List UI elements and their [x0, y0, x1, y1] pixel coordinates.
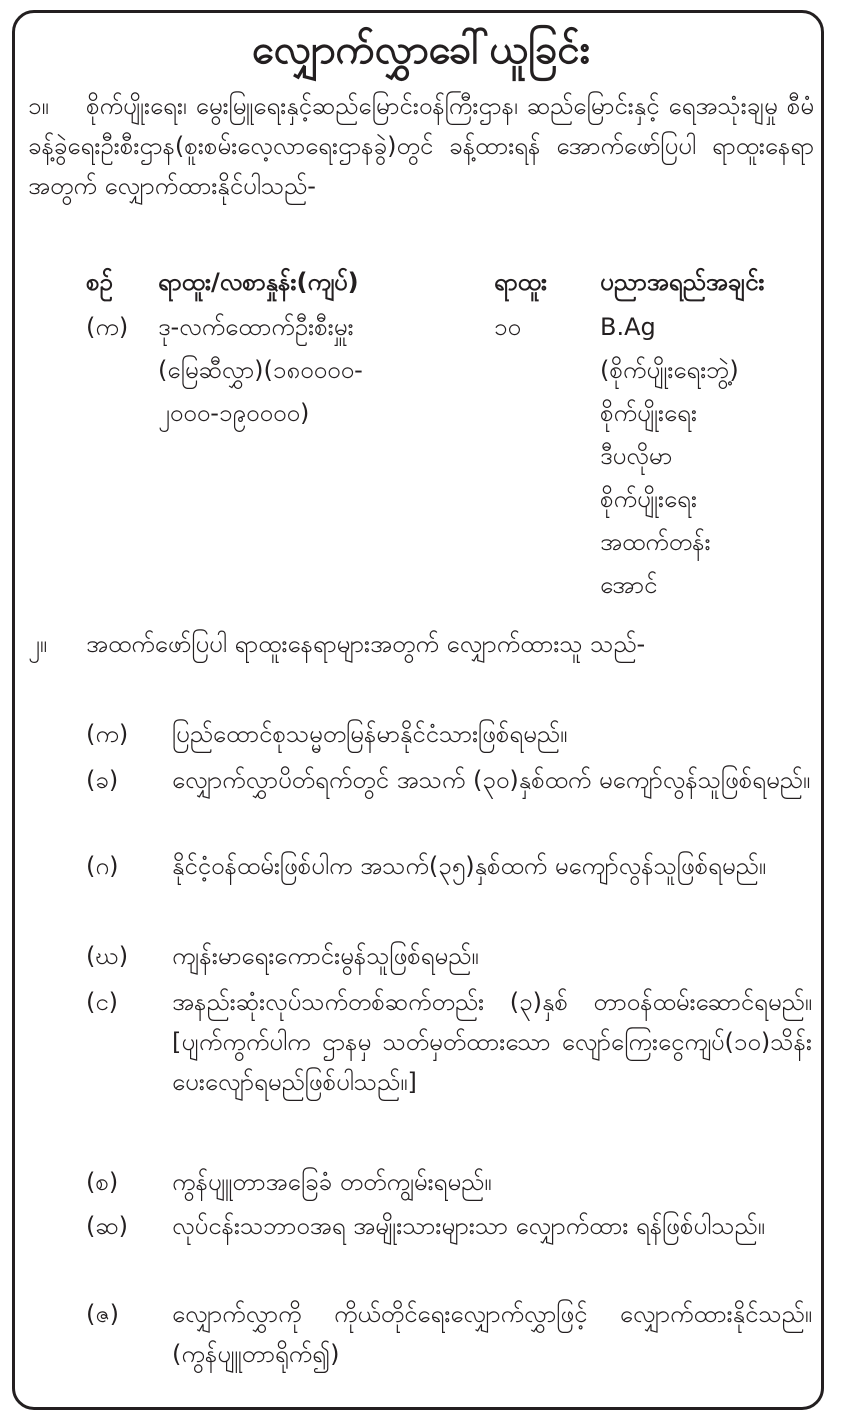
condition-text: ကျန်းမာရေးကောင်းမွန်သူဖြစ်ရမည်။ [172, 942, 479, 970]
qualification-line: (စိုက်ပျိုးရေးဘွဲ့) [600, 356, 739, 384]
condition-label: (င) [86, 988, 119, 1016]
condition-text: နိုင်ငံ့ဝန်ထမ်းဖြစ်ပါက အသက်(၃၅)နှစ်ထက် မကျော်လွန်သူဖြစ်ရမည်။ [172, 852, 766, 880]
qualification-line: စိုက်ပျိုးရေး [600, 399, 697, 427]
condition-text: လျှောက်လွှာပိတ်ရက်တွင် အသက် (၃၀)နှစ်ထက် မကျော်လွန်သူဖြစ်ရမည်။ [172, 766, 811, 794]
qualification-line: စိုက်ပျိုးရေး [600, 485, 697, 513]
row-count: ၁၀ [494, 313, 521, 341]
condition-label: (ဂ) [86, 852, 119, 880]
section-1-text: စိုက်ပျိုးရေး၊ မွေးမြူရေးနှင့်ဆည်မြောင်းဝန်ကြီးဌာန၊ ဆည်မြောင်းနှင့် ရေအသုံးချမှု စီမံခန့်ခွဲရေးဦးစီးဌာန(စူးစမ်းလေ့လာရေးဌာနခွဲ)တွင် ခန့်ထားရန် အောက်ဖော်ပြပါ ရာထူးနေရာအတွက် လျှောက်ထားနိုင်ပါသည်- [28, 92, 814, 200]
condition-text: အနည်းဆုံးလုပ်သက်တစ်ဆက်တည်း (၃)နှစ် တာဝန်ထမ်းဆောင်ရမည်။ [ပျက်ကွက်ပါက ဌာနမှ သတ်မှတ်ထားသော လျော်ကြေးငွေကျပ်(၁၀)သိန်း ပေးလျော်ရမည်ဖြစ်ပါသည်။] [172, 988, 812, 1096]
condition-text: လုပ်ငန်းသဘာဝအရ အမျိုးသားများသာ လျှောက်ထား ရန်ဖြစ်ပါသည်။ [172, 1212, 765, 1240]
qualification-line: B.Ag [600, 313, 656, 341]
condition-text: ကွန်ပျူတာအခြေခံ တတ်ကျွမ်းရမည်။ [172, 1168, 492, 1196]
row-position [158, 306, 488, 435]
header-qualification: ပညာအရည်အချင်း [600, 268, 765, 296]
qualification-line: ဒီပလိုမာ [600, 442, 673, 470]
position-line: ဒု-လက်ထောက်ဦးစီးမှူး [158, 313, 354, 341]
position-line: (မြေဆီလွှာ)(၁၈၀၀၀၀- [158, 356, 363, 384]
page-title: လျှောက်လွှာခေါ်ယူခြင်း [252, 27, 590, 73]
condition-label: (ဆ) [86, 1212, 128, 1240]
section-2-text: အထက်ဖော်ပြပါ ရာထူးနေရာများအတွက် လျှောက်ထားသူ သည်- [86, 630, 646, 658]
condition-label: (ဃ) [86, 942, 129, 970]
section-1 [28, 86, 814, 206]
condition-label: (စ) [86, 1168, 119, 1196]
header-index: စဉ် [86, 268, 113, 296]
section-2-number: ၂။ [28, 630, 48, 658]
row-index: (က) [86, 313, 129, 341]
header-position-salary: ရာထူး/လစာနှုန်း(ကျပ်) [158, 268, 359, 296]
condition-label: (က) [86, 720, 129, 748]
condition-text: ပြည်ထောင်စုသမ္မတမြန်မာနိုင်ငံသားဖြစ်ရမည်။ [172, 720, 568, 748]
header-position-count: ရာထူး [494, 268, 547, 296]
condition-label: (ခ) [86, 766, 119, 794]
section-2 [28, 624, 814, 664]
qualification-line: အောင် [600, 571, 658, 599]
condition-text: လျှောက်လွှာကို ကိုယ်တိုင်ရေးလျှောက်လွှာဖြင့် လျှောက်ထားနိုင်သည်။ (ကွန်ပျူတာရိုက်၍) [172, 1300, 812, 1368]
section-1-number: ၁။ [28, 92, 49, 120]
row-qualification [600, 306, 814, 607]
condition-label: (ဇ) [86, 1300, 119, 1328]
position-line: ၂၀၀၀-၁၉၀၀၀၀) [158, 399, 310, 427]
qualification-line: အထက်တန်း [600, 528, 711, 556]
